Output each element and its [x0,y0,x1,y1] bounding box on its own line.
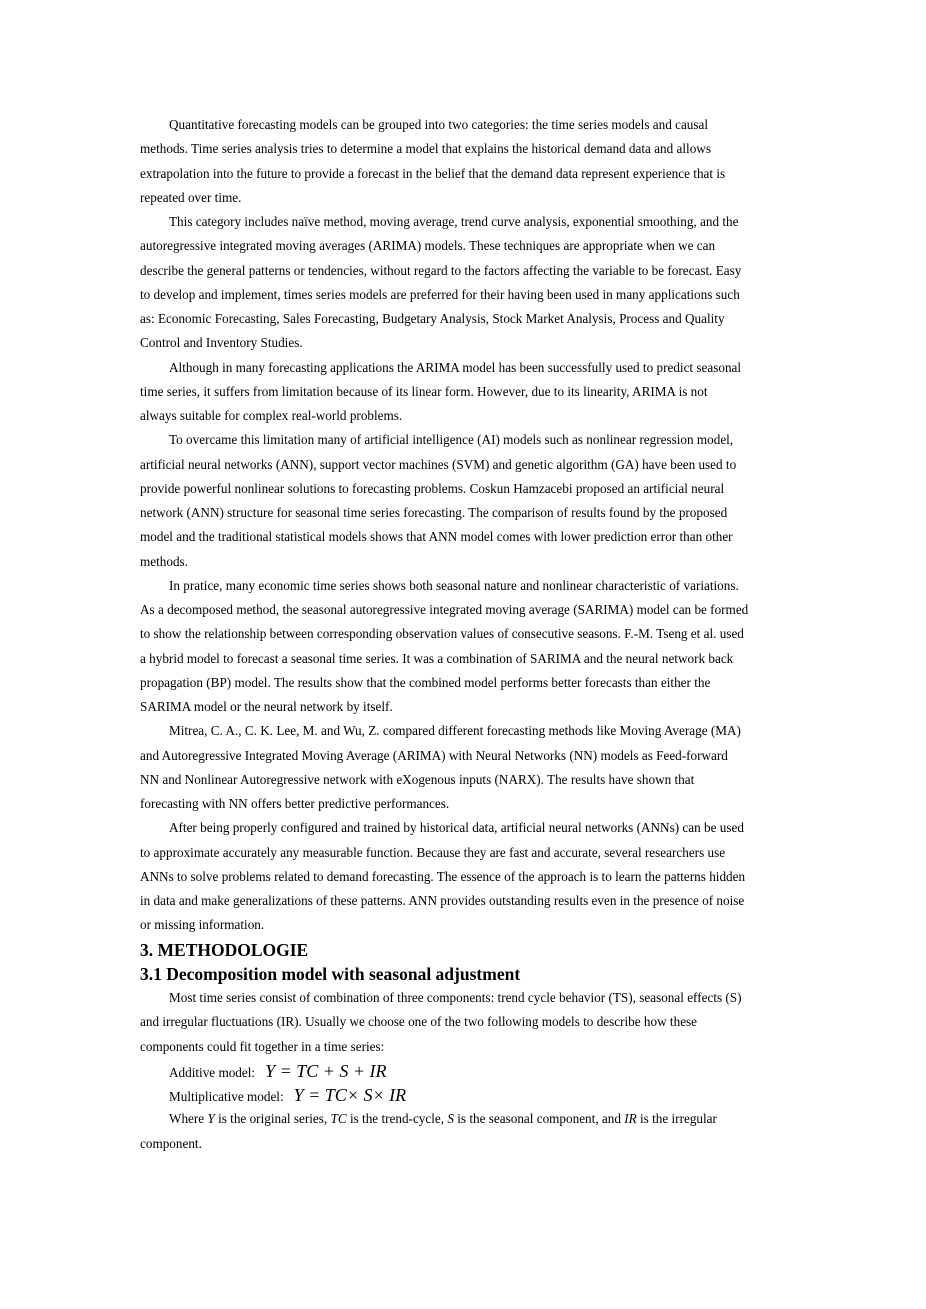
paragraph [140,113,800,210]
text-line: Most time series consist of combination of three components: trend cycle behavior (TS), seasonal effects (S) [169,990,742,1005]
text-line: model and the traditional statistical models shows that ANN model comes with lower prediction error than other [140,529,733,545]
text-line: methods. [140,553,188,569]
text-line: forecasting with NN offers better predictive performances. [140,796,450,811]
document-page [140,113,800,1156]
additive-model-label: Additive model: [169,1064,256,1080]
text-line: As a decomposed method, the seasonal autoregressive integrated moving average (SARIMA) model can be formed [140,602,749,617]
text-line: and Autoregressive Integrated Moving Average (ARIMA) with Neural Networks (NN) models as Feed-forward [140,747,728,763]
text-line: or missing information. [140,917,265,933]
text-line: After being properly configured and trained by historical data, artificial neural networks (ANNs) can be used [169,820,744,836]
text-line: SARIMA model or the neural network by itself. [140,699,393,714]
text-line: components could fit together in a time series: [140,1038,385,1054]
text-line: to approximate accurately any measurable function. Because they are fast and accurate, several researchers use [140,844,726,860]
text-line: in data and make generalizations of these patterns. ANN provides outstanding results even in the presence of noise [140,893,745,908]
text-line: Although in many forecasting applications the ARIMA model has been successfully used to predict seasonal [169,359,742,375]
paragraph [140,210,800,356]
paragraph [140,428,800,574]
variable-symbol: S [447,1111,454,1127]
text-line: Mitrea, C. A., C. K. Lee, M. and Wu, Z. compared different forecasting methods like Moving Average (MA) [169,723,741,739]
text-line: component. [140,1135,202,1151]
text-line: Control and Inventory Studies. [140,335,303,351]
text-line: To overcame this limitation many of artificial intelligence (AI) models such as nonlinear regression model, [169,432,734,448]
text-line: to develop and implement, times series models are preferred for their having been used in many applications such [140,286,740,302]
text-line: In pratice, many economic time series shows both seasonal nature and nonlinear characteristic of variations. [169,577,739,593]
text-line: ANNs to solve problems related to demand forecasting. The essence of the approach is to learn the patterns hidden [140,868,746,884]
additive-model-line [140,1059,800,1083]
paragraph [140,574,800,720]
text-line: as: Economic Forecasting, Sales Forecasting, Budgetary Analysis, Stock Market Analysis, Process and Quality [140,311,725,326]
paragraph [140,986,800,1059]
text-line: artificial neural networks (ANN), support vector machines (SVM) and genetic algorithm (GA) have been used to [140,456,737,472]
multiplicative-model-label: Multiplicative model: [169,1089,284,1104]
text-line: This category includes naïve method, moving average, trend curve analysis, exponential smoothing, and the [169,214,739,229]
text-line: provide powerful nonlinear solutions to forecasting problems. Coskun Hamzacebi proposed an artificial neural [140,480,725,496]
where-line [140,1107,800,1131]
text-line: autoregressive integrated moving averages (ARIMA) models. These techniques are appropriate when we can [140,238,716,254]
subsection-heading: 3.1 Decomposition model with seasonal adjustment [140,963,521,984]
section-heading: 3. METHODOLOGIE [140,939,309,960]
paragraph [140,719,800,816]
variable-symbol: IR [624,1111,637,1127]
text-segment: Where [169,1111,208,1127]
text-line: and irregular fluctuations (IR). Usually we choose one of the two following models to describe how these [140,1014,698,1030]
text-line: methods. Time series analysis tries to determine a model that explains the historical demand data and allows [140,141,711,157]
variable-symbol: TC [330,1111,347,1127]
text-line: network (ANN) structure for seasonal time series forecasting. The comparison of results found by the proposed [140,505,728,520]
text-line: extrapolation into the future to provide a forecast in the belief that the demand data represent experience that is [140,165,726,181]
paragraph [140,816,800,937]
text-segment: is the trend-cycle, [346,1111,448,1127]
additive-equation: Y = TC + S + IR [265,1060,387,1081]
text-line: to show the relationship between corresponding observation values of consecutive seasons. F.-M. Tseng et al. used [140,626,744,642]
paragraph [140,356,800,429]
text-segment: is the seasonal component, and [453,1111,625,1127]
multiplicative-model-line [140,1083,800,1107]
text-line: always suitable for complex real-world problems. [140,408,403,423]
text-line: a hybrid model to forecast a seasonal time series. It was a combination of SARIMA and the neural network back [140,650,734,666]
text-segment: is the original series, [214,1111,331,1127]
text-line: Quantitative forecasting models can be grouped into two categories: the time series models and causal [169,117,709,132]
text-line: NN and Nonlinear Autoregressive network with eXogenous inputs (NARX). The results have shown that [140,771,695,787]
text-line: propagation (BP) model. The results show that the combined model performs better forecasts than either the [140,674,711,690]
multiplicative-equation: Y = TC× S× IR [293,1085,407,1105]
variable-symbol: Y [207,1111,215,1127]
text-line: repeated over time. [140,189,242,205]
text-line: describe the general patterns or tendencies, without regard to the factors affecting the variable to be forecast. Easy [140,262,742,278]
text-line: time series, it suffers from limitation because of its linear form. However, due to its linearity, ARIMA is not [140,383,708,399]
text-segment: is the irregular [636,1111,717,1127]
